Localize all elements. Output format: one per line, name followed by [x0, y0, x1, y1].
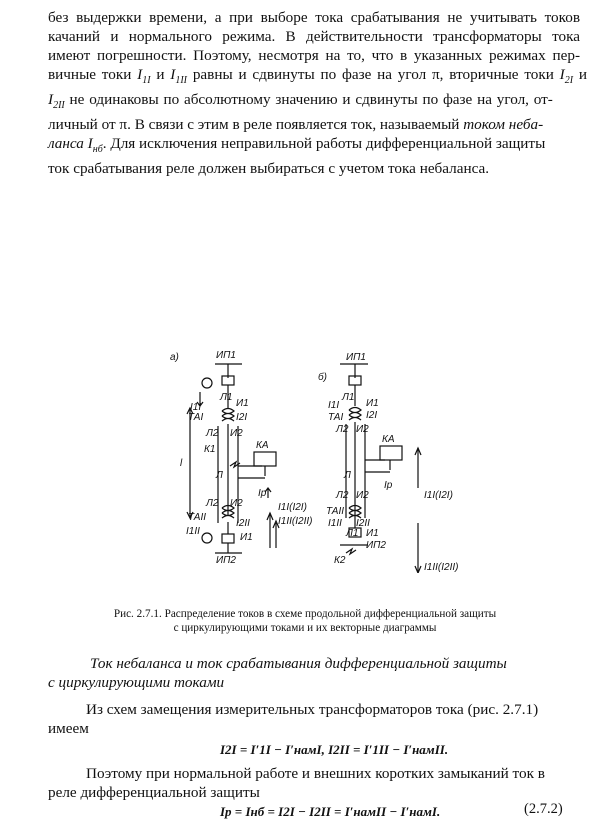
text-line: $I_{2II}$ не одинаковы по абсолютному значению и сдвинуты по фазе на угол, от-	[48, 91, 553, 112]
i1-b: И1	[366, 398, 379, 409]
text-line: вичные токи $I_{1I}$ и $I_{1II}$ равны и сдвинуты по фазе на угол π, вторичные токи $I_{2I}$ и	[48, 66, 588, 87]
formula-1: I2I = I′1I − I′намI, I2II = I′1II − I′намII.	[220, 742, 449, 757]
figure-caption	[0, 607, 610, 635]
section-heading	[48, 654, 588, 692]
i2II-b: I2II	[356, 518, 370, 529]
ip2-b: ИП2	[366, 540, 386, 551]
l2b-a: Л2	[206, 498, 219, 509]
l2b-b: Л2	[336, 490, 349, 501]
text-line: Из схем замещения измерительных трансформаторов тока (рис. 2.7.1)	[86, 701, 539, 718]
circuit-figure	[150, 348, 480, 573]
tai-a: ТАI	[188, 412, 204, 423]
i2II-a: I2II	[236, 518, 250, 529]
i1I-b: I1I	[328, 400, 340, 411]
i2I-a: I2I	[236, 412, 248, 423]
ip2-a: ИП2	[216, 555, 236, 566]
text-line: ток срабатывания реле должен выбираться с учетом тока небаланса.	[48, 160, 490, 178]
intro-paragraph	[48, 8, 588, 178]
text-line: имеем	[48, 720, 89, 737]
i1II-b: I1II	[328, 518, 342, 529]
body-paragraph-1	[48, 700, 580, 738]
text-line: без выдержки времени, а при выборе тока срабатывания не учитывать токов	[48, 9, 580, 26]
taii-a: ТАII	[188, 512, 207, 523]
l2-b: Л2	[336, 424, 349, 435]
body-paragraph-2	[48, 764, 580, 802]
vec-b2: I1II(I2II)	[424, 562, 459, 573]
ip-b: Iр	[384, 480, 393, 491]
i1II-a: I1II	[186, 526, 200, 537]
i1b-a: И1	[240, 532, 253, 543]
text-line: качаний и нормального режима. В действительности трансформаторы тока	[48, 28, 580, 45]
text-line: имеют погрешности. Поэтому, несмотря на то, что в указанных режимах пер-	[48, 47, 580, 64]
l1b-b: Л1	[346, 528, 359, 539]
vec-b1: I1I(I2I)	[424, 490, 453, 501]
i2b-b: И2	[356, 490, 369, 501]
caption-line: Рис. 2.7.1. Распределение токов в схеме продольной дифференциальной защиты	[113, 608, 497, 620]
vec-a2: I1II(I2II)	[278, 516, 313, 527]
equation-number: (2.7.2)	[524, 801, 563, 817]
i2-a: И2	[230, 428, 243, 439]
i2I-b: I2I	[366, 410, 378, 421]
label-a: а)	[170, 352, 179, 363]
i2-b: И2	[356, 424, 369, 435]
i1-a: И1	[236, 398, 249, 409]
text-line: ланса $I_{нб}$. Для исключения неправильной работы дифференциальной защиты	[48, 135, 546, 156]
taii-b: ТАII	[326, 506, 345, 517]
k1-a: К1	[204, 444, 216, 455]
text-line: Поэтому при нормальной работе и внешних коротких замыканий ток в	[86, 765, 545, 782]
i1I-a: I1I	[190, 402, 202, 413]
text-line: реле дифференциальной защиты	[48, 784, 260, 801]
text-line: личный от π. В связи с этим в реле появляется ток, называемый током неба-	[48, 116, 544, 134]
ka-a: КА	[256, 440, 269, 451]
l-length: l	[180, 458, 183, 469]
ip1-b: ИП1	[346, 352, 366, 363]
ip1-a: ИП1	[216, 350, 236, 361]
formula-2: Iр = Iнб = I2I − I2II = I′намII − I′намI.	[220, 804, 441, 819]
l2-a: Л2	[206, 428, 219, 439]
l1-a: Л1	[220, 392, 233, 403]
tai-b: ТАI	[328, 412, 344, 423]
i1b-b: И1	[366, 528, 379, 539]
vec-a1: I1I(I2I)	[278, 502, 307, 513]
label-b: б)	[318, 372, 327, 383]
ip-a: Iр	[258, 488, 267, 499]
l-a: Л	[216, 470, 223, 481]
k2-b: К2	[334, 555, 346, 566]
heading-line: с циркулирующими токами	[48, 674, 225, 691]
l-b: Л	[344, 470, 351, 481]
caption-line: с циркулирующими токами и их векторные диаграммы	[173, 622, 437, 634]
heading-line: Ток небаланса и ток срабатывания дифференциальной защиты	[90, 655, 507, 672]
l1-b: Л1	[342, 392, 355, 403]
i2b-a: И2	[230, 498, 243, 509]
ka-b: КА	[382, 434, 395, 445]
